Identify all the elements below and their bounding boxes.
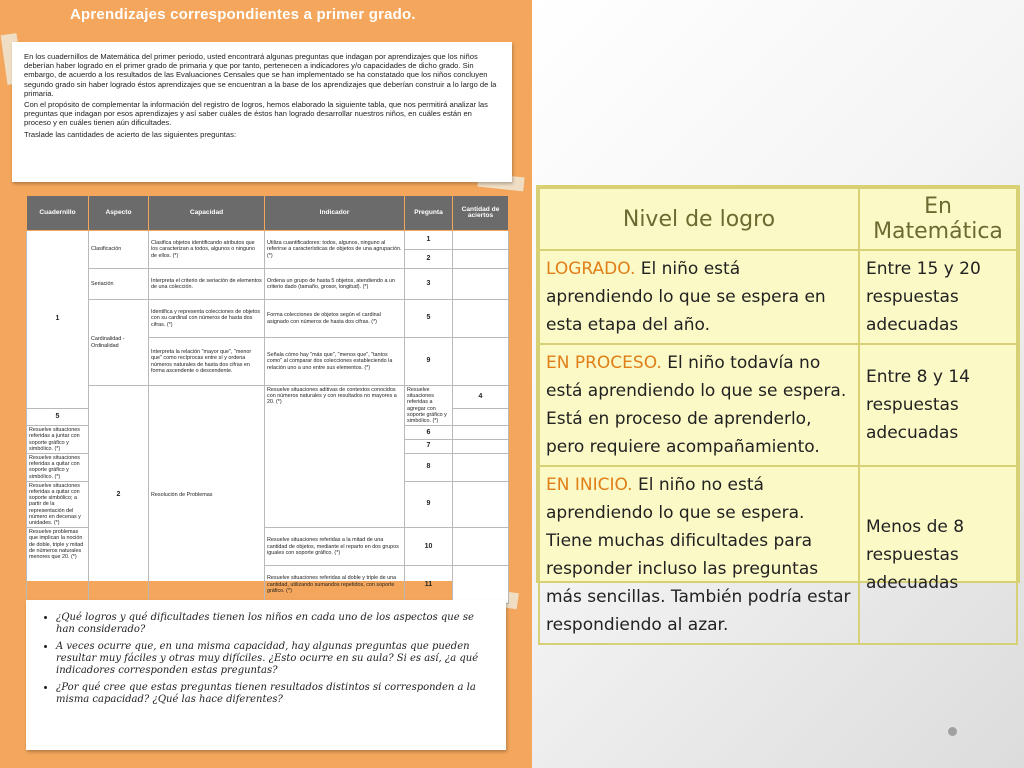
answer-count-cell[interactable] — [453, 408, 509, 425]
indicator-cell: Resuelve situaciones referidas a la mitad de una cantidad de objetos, mediante el reparto en dos grupos iguales con soporte gráfico. (*) — [265, 528, 405, 566]
question-number: 11 — [405, 566, 453, 604]
question-number: 5 — [405, 300, 453, 338]
reflection-question: • ¿Qué logros y qué dificultades tienen los niños en cada uno de los aspectos que se han considerado? — [56, 612, 492, 636]
level-description-cell — [539, 466, 859, 644]
column-header: Aspecto — [89, 196, 149, 231]
answer-count-cell[interactable] — [453, 481, 509, 527]
aspect-cell: Cardinalidad - Ordinalidad — [89, 300, 149, 386]
column-header: Pregunta — [405, 196, 453, 231]
levels-header-subject: En Matemática — [859, 188, 1017, 250]
level-range: Entre 15 y 20 respuestas adecuadas — [859, 250, 1017, 344]
question-number: 10 — [405, 528, 453, 566]
capacity-cell: Resuelve situaciones aditivas de contextos conocidos con números naturales y con resultados no mayores a 20. (*) — [265, 386, 405, 528]
aspect-cell: Resolución de Problemas — [149, 386, 265, 604]
question-number: 1 — [405, 231, 453, 250]
reflection-question: • ¿Por qué cree que estas preguntas tienen resultados distintos si corresponden a la misma capacidad? ¿Qué las hace diferentes? — [56, 682, 492, 706]
slide-indicator-dot[interactable] — [948, 727, 957, 736]
answer-count-cell[interactable] — [453, 269, 509, 300]
level-description-cell — [539, 344, 859, 466]
level-description: El niño está aprendiendo lo que se espera en esta etapa del año. — [546, 259, 826, 335]
answer-count-cell[interactable] — [453, 231, 509, 250]
column-header: Indicador — [265, 196, 405, 231]
level-label: EN PROCESO. — [546, 353, 662, 373]
question-number: 5 — [27, 408, 89, 425]
reflection-questions-box — [26, 600, 506, 750]
indicator-cell: Resuelve situaciones referidas al doble y triple de una cantidad, utilizando sumandos repetidos, con soporte gráfico. (*) — [265, 566, 405, 604]
level-description: El niño todavía no está aprendiendo lo que se espera. Está en proceso de aprenderlo, pero requiere acompañamiento. — [546, 353, 847, 457]
level-label: LOGRADO. — [546, 259, 636, 279]
page-title: Aprendizajes correspondientes a primer grado. — [70, 6, 416, 23]
question-number: 6 — [405, 426, 453, 440]
answer-count-cell[interactable] — [453, 426, 509, 440]
level-range: Menos de 8 respuestas adecuadas — [859, 466, 1017, 644]
indicator-cell: Señala cómo hay "más que", "menos que", "tantos como" al comparar dos colecciones estableciendo la relación uno a uno entre sus elementos. (*) — [265, 338, 405, 386]
level-label: EN INICIO. — [546, 475, 633, 495]
cuadernillo-cell: 1 — [27, 231, 89, 409]
question-number: 7 — [405, 440, 453, 454]
answer-count-cell[interactable] — [453, 250, 509, 269]
question-number: 3 — [405, 269, 453, 300]
answer-count-cell[interactable] — [453, 454, 509, 482]
column-header: Cuadernillo — [27, 196, 89, 231]
achievement-table — [26, 195, 508, 594]
aspect-cell: Clasificación — [89, 231, 149, 269]
reflection-question: • A veces ocurre que, en una misma capacidad, hay algunas preguntas que pueden resultar muy fáciles y otras muy difíciles. ¿Esto ocurre en su aula? Si es así, ¿a qué indicadores corresponden estas preguntas? — [56, 641, 492, 677]
indicator-cell: Utiliza cuantificadores: todos, algunos, ninguno al referirse a características de objetos de una agrupación. (*) — [265, 231, 405, 269]
aspect-cell: Seriación — [89, 269, 149, 300]
capacity-cell: Clasifica objetos identificando atributos que los caracterizan a todos, algunos o ninguno de ellos. (*) — [149, 231, 265, 269]
answer-count-cell[interactable] — [453, 300, 509, 338]
question-number: 9 — [405, 481, 453, 527]
indicator-cell: Resuelve situaciones referidas a agregar con soporte gráfico y simbólico. (*) — [405, 386, 453, 426]
indicator-cell: Resuelve situaciones referidas a quitar con soporte simbólico; a partir de la representación del número en decenas y unidades. (*) — [27, 481, 89, 527]
capacity-cell: Resuelve problemas que implican la noción de doble, triple y mitad de números naturales menores que 20. (*) — [27, 528, 89, 604]
question-number: 9 — [405, 338, 453, 386]
level-description: El niño no está aprendiendo lo que se espera. Tiene muchas dificultades para responder incluso las preguntas más sencillas. También podría estar respondiendo al azar. — [546, 475, 851, 635]
capacity-cell: Identifica y representa colecciones de objetos con su cardinal con números de hasta dos cifras. (*) — [149, 300, 265, 338]
question-number: 2 — [405, 250, 453, 269]
question-number: 8 — [405, 454, 453, 482]
indicator-cell: Ordena un grupo de hasta 5 objetos, atendiendo a un criterio dado (tamaño, grosor, longitud). (*) — [265, 269, 405, 300]
indicator-cell: Resuelve situaciones referidas a juntar con soporte gráfico y simbólico. (*) — [27, 426, 89, 454]
question-number: 4 — [453, 386, 509, 409]
intro-text-box — [12, 42, 512, 182]
intro-paragraph: En los cuadernillos de Matemática del primer periodo, usted encontrará algunas preguntas que indagan por aprendizajes que los niños deberían haber logrado en el primer grado de primaria y que por tanto, pertenecen a indicadores y/o capacidades de dicho grado. Sin embargo, de acuerdo a los resultados de las Evaluaciones Censales que se han implementado se ha constatado que los niños concluyen segundo grado sin haber logrado éstos aprendizajes que se encuentran a la base de los aprendizajes que deberían construir a lo largo de la primaria. — [24, 52, 497, 98]
column-header: Capacidad — [149, 196, 265, 231]
capacity-cell: Interpreta la relación "mayor que", "menor que" como recíprocas entre sí y ordena números naturales de hasta dos cifras en forma ascendente o descendente. — [149, 338, 265, 386]
answer-count-cell[interactable] — [453, 566, 509, 604]
indicator-cell: Resuelve situaciones referidas a quitar con soporte gráfico y simbólico. (*) — [27, 454, 89, 482]
level-description-cell — [539, 250, 859, 344]
indicator-cell: Forma colecciones de objetos según el cardinal asignado con números de hasta dos cifras. (*) — [265, 300, 405, 338]
intro-paragraph: Con el propósito de complementar la información del registro de logros, hemos elaborado la siguiente tabla, que nos permitirá analizar las preguntas que indagan por esos aprendizajes y así saber cuáles de éstos han logrado desarrollar nuestros niños, en cuáles están en proceso y en cuáles tienen aún dificultades. — [24, 100, 488, 128]
answer-count-cell[interactable] — [453, 440, 509, 454]
levels-header-level: Nivel de logro — [539, 188, 859, 250]
level-range: Entre 8 y 14 respuestas adecuadas — [859, 344, 1017, 466]
achievement-levels-table — [536, 185, 1020, 635]
answer-count-cell[interactable] — [453, 338, 509, 386]
column-header: Cantidad de aciertos — [453, 196, 509, 231]
capacity-cell: Interpreta el criterio de seriación de elementos de una colección. — [149, 269, 265, 300]
cuadernillo-cell: 2 — [89, 386, 149, 604]
answer-count-cell[interactable] — [453, 528, 509, 566]
intro-paragraph: Traslade las cantidades de acierto de las siguientes preguntas: — [24, 129, 237, 139]
